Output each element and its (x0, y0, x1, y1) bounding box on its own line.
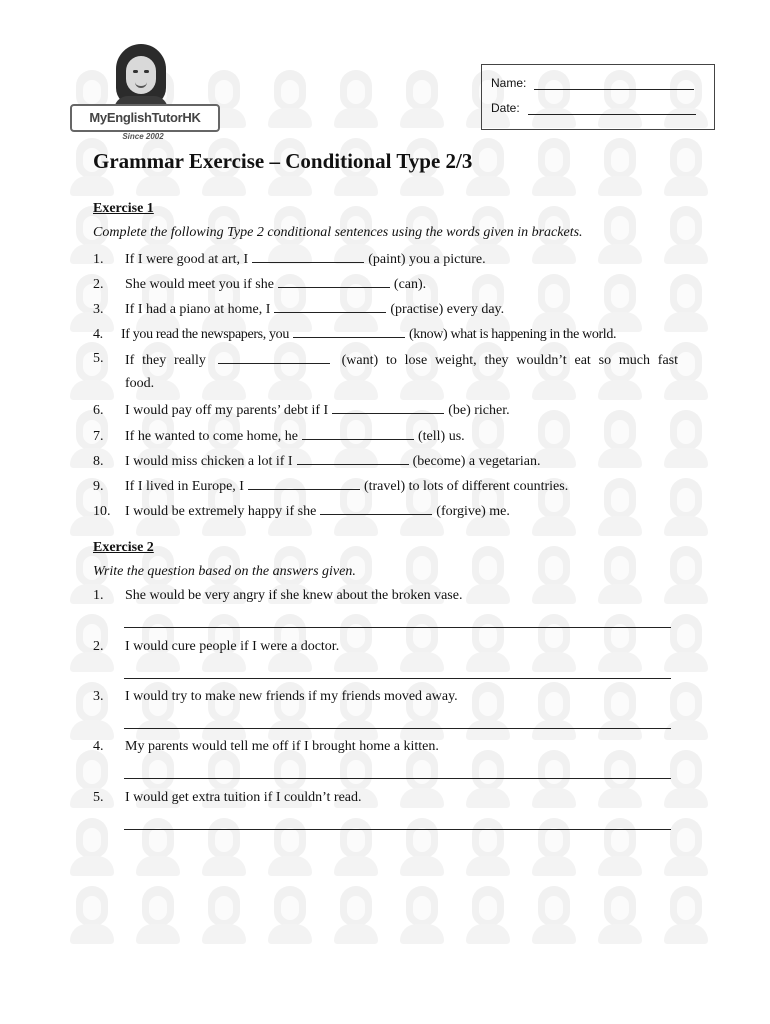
exercise-1-item (93, 300, 504, 318)
watermark-avatar-icon (400, 886, 444, 944)
item-text-before: If I were good at art, I (125, 252, 249, 267)
answer-blank[interactable] (293, 325, 405, 338)
item-text-before: If I lived in Europe, I (125, 479, 244, 494)
exercise-2-item (93, 588, 462, 604)
watermark-avatar-icon (466, 682, 510, 740)
watermark-avatar-icon (598, 614, 642, 672)
exercise-1-item (93, 452, 540, 470)
watermark-avatar-icon (664, 478, 708, 536)
tutor-avatar-eye (133, 70, 138, 73)
watermark-avatar-icon (334, 614, 378, 672)
watermark-avatar-icon (598, 410, 642, 468)
answer-blank[interactable] (274, 300, 386, 313)
page-title: Grammar Exercise – Conditional Type 2/3 (93, 149, 473, 173)
watermark-avatar-icon (532, 138, 576, 196)
item-text-before: I would pay off my parents’ debt if I (125, 403, 329, 418)
watermark-avatar-icon (466, 818, 510, 876)
watermark-avatar-icon (268, 818, 312, 876)
watermark-avatar-icon (598, 138, 642, 196)
exercise-1-item (93, 325, 616, 343)
item-text-before: If he wanted to come home, he (125, 429, 298, 444)
watermark-avatar-icon (664, 818, 708, 876)
watermark-avatar-icon (202, 818, 246, 876)
answer-blank[interactable] (278, 275, 390, 288)
exercise-1-item (93, 250, 486, 268)
watermark-avatar-icon (400, 750, 444, 808)
item-number: 5. (93, 790, 104, 805)
item-text-after: (tell) us. (418, 429, 465, 444)
exercise-2-instruction: Write the question based on the answers given. (93, 564, 356, 579)
exercise-1-item (93, 427, 465, 445)
item-number: 1. (93, 252, 104, 267)
watermark-avatar-icon (664, 206, 708, 264)
exercise-1-item (93, 351, 678, 367)
exercise-1-item (93, 477, 568, 495)
item-number: 8. (93, 454, 104, 469)
exercise-2-item (93, 689, 458, 705)
item-number: 10. (93, 504, 111, 519)
answer-blank[interactable] (248, 477, 360, 490)
item-number: 3. (93, 689, 104, 704)
tutor-avatar-eye (144, 70, 149, 73)
item-text-after: (know) what is happening in the world. (408, 327, 617, 342)
watermark-avatar-icon (598, 546, 642, 604)
exercise-1-item (93, 502, 510, 520)
watermark-avatar-icon (466, 750, 510, 808)
brand-logo (70, 44, 218, 144)
exercise-2-heading: Exercise 2 (93, 540, 154, 555)
item-number: 7. (93, 429, 104, 444)
watermark-avatar-icon (466, 614, 510, 672)
question-writing-line[interactable] (124, 829, 671, 830)
item-answer-text: I would get extra tuition if I couldn’t read. (125, 790, 362, 805)
item-text-after: (be) richer. (448, 403, 510, 418)
item-number: 6. (93, 403, 104, 418)
watermark-avatar-icon (664, 410, 708, 468)
watermark-avatar-icon (400, 70, 444, 128)
item-number: 9. (93, 479, 104, 494)
exercise-1-item (93, 401, 510, 419)
watermark-avatar-icon (532, 546, 576, 604)
watermark-avatar-icon (664, 614, 708, 672)
question-writing-line[interactable] (124, 728, 671, 729)
exercise-2-item (93, 739, 439, 755)
item-number: 2. (93, 639, 104, 654)
item-text-before: I would be extremely happy if she (125, 504, 317, 519)
watermark-avatar-icon (334, 818, 378, 876)
exercise-2-item (93, 790, 362, 806)
exercise-1-instruction: Complete the following Type 2 conditional sentences using the words given in brackets. (93, 225, 583, 240)
watermark-avatar-icon (136, 886, 180, 944)
item-text-before: If they really (125, 353, 206, 368)
answer-blank[interactable] (252, 250, 364, 263)
name-date-box (481, 64, 715, 130)
exercise-2-item (93, 639, 339, 655)
watermark-avatar-icon (334, 70, 378, 128)
watermark-avatar-icon (532, 614, 576, 672)
watermark-avatar-icon (598, 886, 642, 944)
watermark-avatar-icon (664, 138, 708, 196)
watermark-avatar-icon (466, 886, 510, 944)
watermark-avatar-icon (598, 682, 642, 740)
item-text-before: If you read the newspapers, you (121, 327, 289, 342)
answer-blank[interactable] (302, 427, 414, 440)
item-text-before: I would miss chicken a lot if I (125, 454, 293, 469)
question-writing-line[interactable] (124, 778, 671, 779)
watermark-avatar-icon (136, 818, 180, 876)
item-number: 4. (93, 327, 103, 342)
watermark-avatar-icon (532, 682, 576, 740)
name-field[interactable] (534, 75, 694, 90)
watermark-avatar-icon (598, 818, 642, 876)
watermark-avatar-icon (400, 818, 444, 876)
watermark-avatar-icon (532, 818, 576, 876)
answer-blank[interactable] (297, 452, 409, 465)
question-writing-line[interactable] (124, 627, 671, 628)
item-text-after: (become) a vegetarian. (412, 454, 541, 469)
item-number: 4. (93, 739, 104, 754)
item-text-after: (forgive) me. (436, 504, 510, 519)
item-number: 1. (93, 588, 104, 603)
date-label: Date: (491, 101, 520, 115)
item-text-after: (want) to lose weight, they wouldn’t eat so much fast (341, 353, 679, 368)
item-text-after: (practise) every day. (390, 302, 505, 317)
watermark-avatar-icon (202, 886, 246, 944)
item-number: 5. (93, 351, 104, 366)
watermark-avatar-icon (532, 886, 576, 944)
item-text-after: (paint) you a picture. (368, 252, 486, 267)
watermark-avatar-icon (466, 138, 510, 196)
item-answer-text: My parents would tell me off if I brought home a kitten. (125, 739, 439, 754)
item-text-before: She would meet you if she (125, 277, 274, 292)
watermark-avatar-icon (400, 614, 444, 672)
watermark-avatar-icon (664, 886, 708, 944)
watermark-avatar-icon (70, 818, 114, 876)
watermark-avatar-icon (268, 70, 312, 128)
item-answer-text: I would try to make new friends if my friends moved away. (125, 689, 458, 704)
item-answer-text: She would be very angry if she knew about the broken vase. (125, 588, 463, 603)
item-text-after: (can). (393, 277, 427, 292)
answer-blank[interactable] (218, 351, 330, 364)
item-continuation: food. (125, 376, 155, 391)
answer-blank[interactable] (320, 502, 432, 515)
watermark-avatar-icon (334, 886, 378, 944)
exercise-1-heading: Exercise 1 (93, 201, 154, 216)
watermark-avatar-icon (598, 750, 642, 808)
item-text-before: If I had a piano at home, I (125, 302, 271, 317)
watermark-avatar-icon (268, 886, 312, 944)
watermark-avatar-icon (466, 546, 510, 604)
watermark-avatar-icon (598, 206, 642, 264)
tutor-avatar-face (126, 56, 156, 94)
item-answer-text: I would cure people if I were a doctor. (125, 639, 340, 654)
date-field[interactable] (528, 100, 696, 115)
watermark-avatar-icon (70, 886, 114, 944)
item-text-after: (travel) to lots of different countries. (363, 479, 569, 494)
watermark-avatar-icon (664, 750, 708, 808)
watermark-avatar-icon (664, 274, 708, 332)
watermark-avatar-icon (598, 478, 642, 536)
brand-name: MyEnglishTutorHK (70, 104, 220, 132)
exercise-1-item (93, 275, 426, 293)
item-number: 2. (93, 277, 104, 292)
watermark-avatar-icon (532, 750, 576, 808)
watermark-avatar-icon (664, 546, 708, 604)
name-label: Name: (491, 76, 527, 90)
answer-blank[interactable] (332, 401, 444, 414)
watermark-avatar-icon (664, 682, 708, 740)
question-writing-line[interactable] (124, 678, 671, 679)
watermark-avatar-icon (532, 274, 576, 332)
item-number: 3. (93, 302, 104, 317)
watermark-avatar-icon (598, 274, 642, 332)
brand-since: Since 2002 (122, 132, 164, 141)
